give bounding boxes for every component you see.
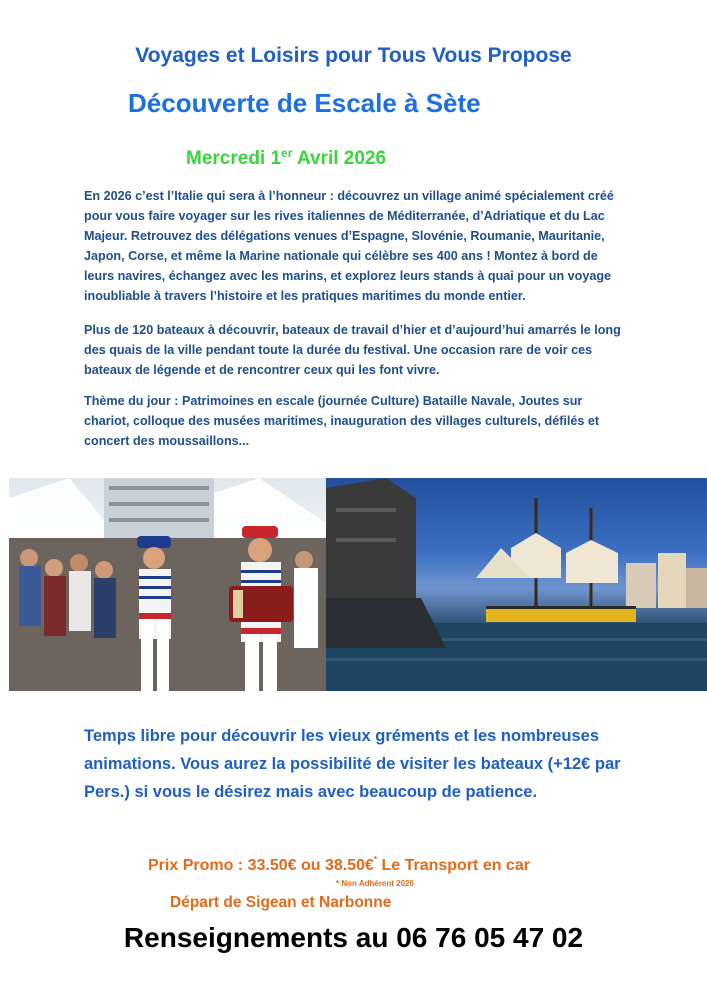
transport-text: Le Transport en car <box>377 857 530 874</box>
organizer-heading: Voyages et Loisirs pour Tous Vous Propose <box>135 44 572 67</box>
departure-info: Départ de Sigean et Narbonne <box>170 894 392 911</box>
musicians-photo <box>9 478 326 691</box>
date-suffix: Avril 2026 <box>292 148 387 169</box>
date-ordinal: er <box>281 146 293 160</box>
musicians-illustration <box>9 478 326 691</box>
theme-paragraph: Thème du jour : Patrimoines en escale (journée Culture) Bataille Navale, Joutes sur chariot, colloque des musées maritimes, inauguration des villages culturels, défilés et concert des moussaillons... <box>84 394 600 448</box>
price-text: Prix Promo : 33.50€ ou 38.50€ <box>148 857 374 874</box>
tall-ship-photo <box>326 478 707 691</box>
free-time-paragraph: Temps libre pour découvrir les vieux gréments et les nombreuses animations. Vous aurez la possibilité de visiter les bateaux (+12€ par Pers.) si vous le désirez mais avec beaucoup de patience. <box>84 727 621 801</box>
tall-ship-illustration <box>326 478 707 691</box>
boats-paragraph: Plus de 120 bateaux à découvrir, bateaux de travail d’hier et d’aujourd’hui amarrés le long des quais de la ville pendant toute la durée du festival. Une occasion rare de voir ces bateaux de légende et de rencontrer ceux qui les font vivre. <box>84 323 621 377</box>
contact-phone: Renseignements au 06 76 05 47 02 <box>123 922 584 953</box>
price-footnote: * Non Adhérent 2026 <box>336 879 414 888</box>
date-prefix: Mercredi 1 <box>186 148 282 169</box>
price-line <box>148 855 530 875</box>
event-date <box>186 146 386 170</box>
intro-paragraph: En 2026 c’est l’Italie qui sera à l’honneur : découvrez un village animé spécialement créé pour vous faire voyager sur les rives italiennes de Méditerranée, d’Adriatique et du Lac Majeur. Retrouvez des délégations venues d’Espagne, Slovénie, Roumanie, Mauritanie, Japon, Corse, et même la Marine nationale qui célèbre ses 400 ans ! Montez à bord de leurs navires, échangez avec les marins, et explorez leurs stands à quai pour un voyage inoubliable à travers l’histoire et les pratiques maritimes du monde entier. <box>84 189 614 303</box>
price-marker: * <box>373 855 378 864</box>
page-title: Découverte de Escale à Sète <box>128 88 481 118</box>
